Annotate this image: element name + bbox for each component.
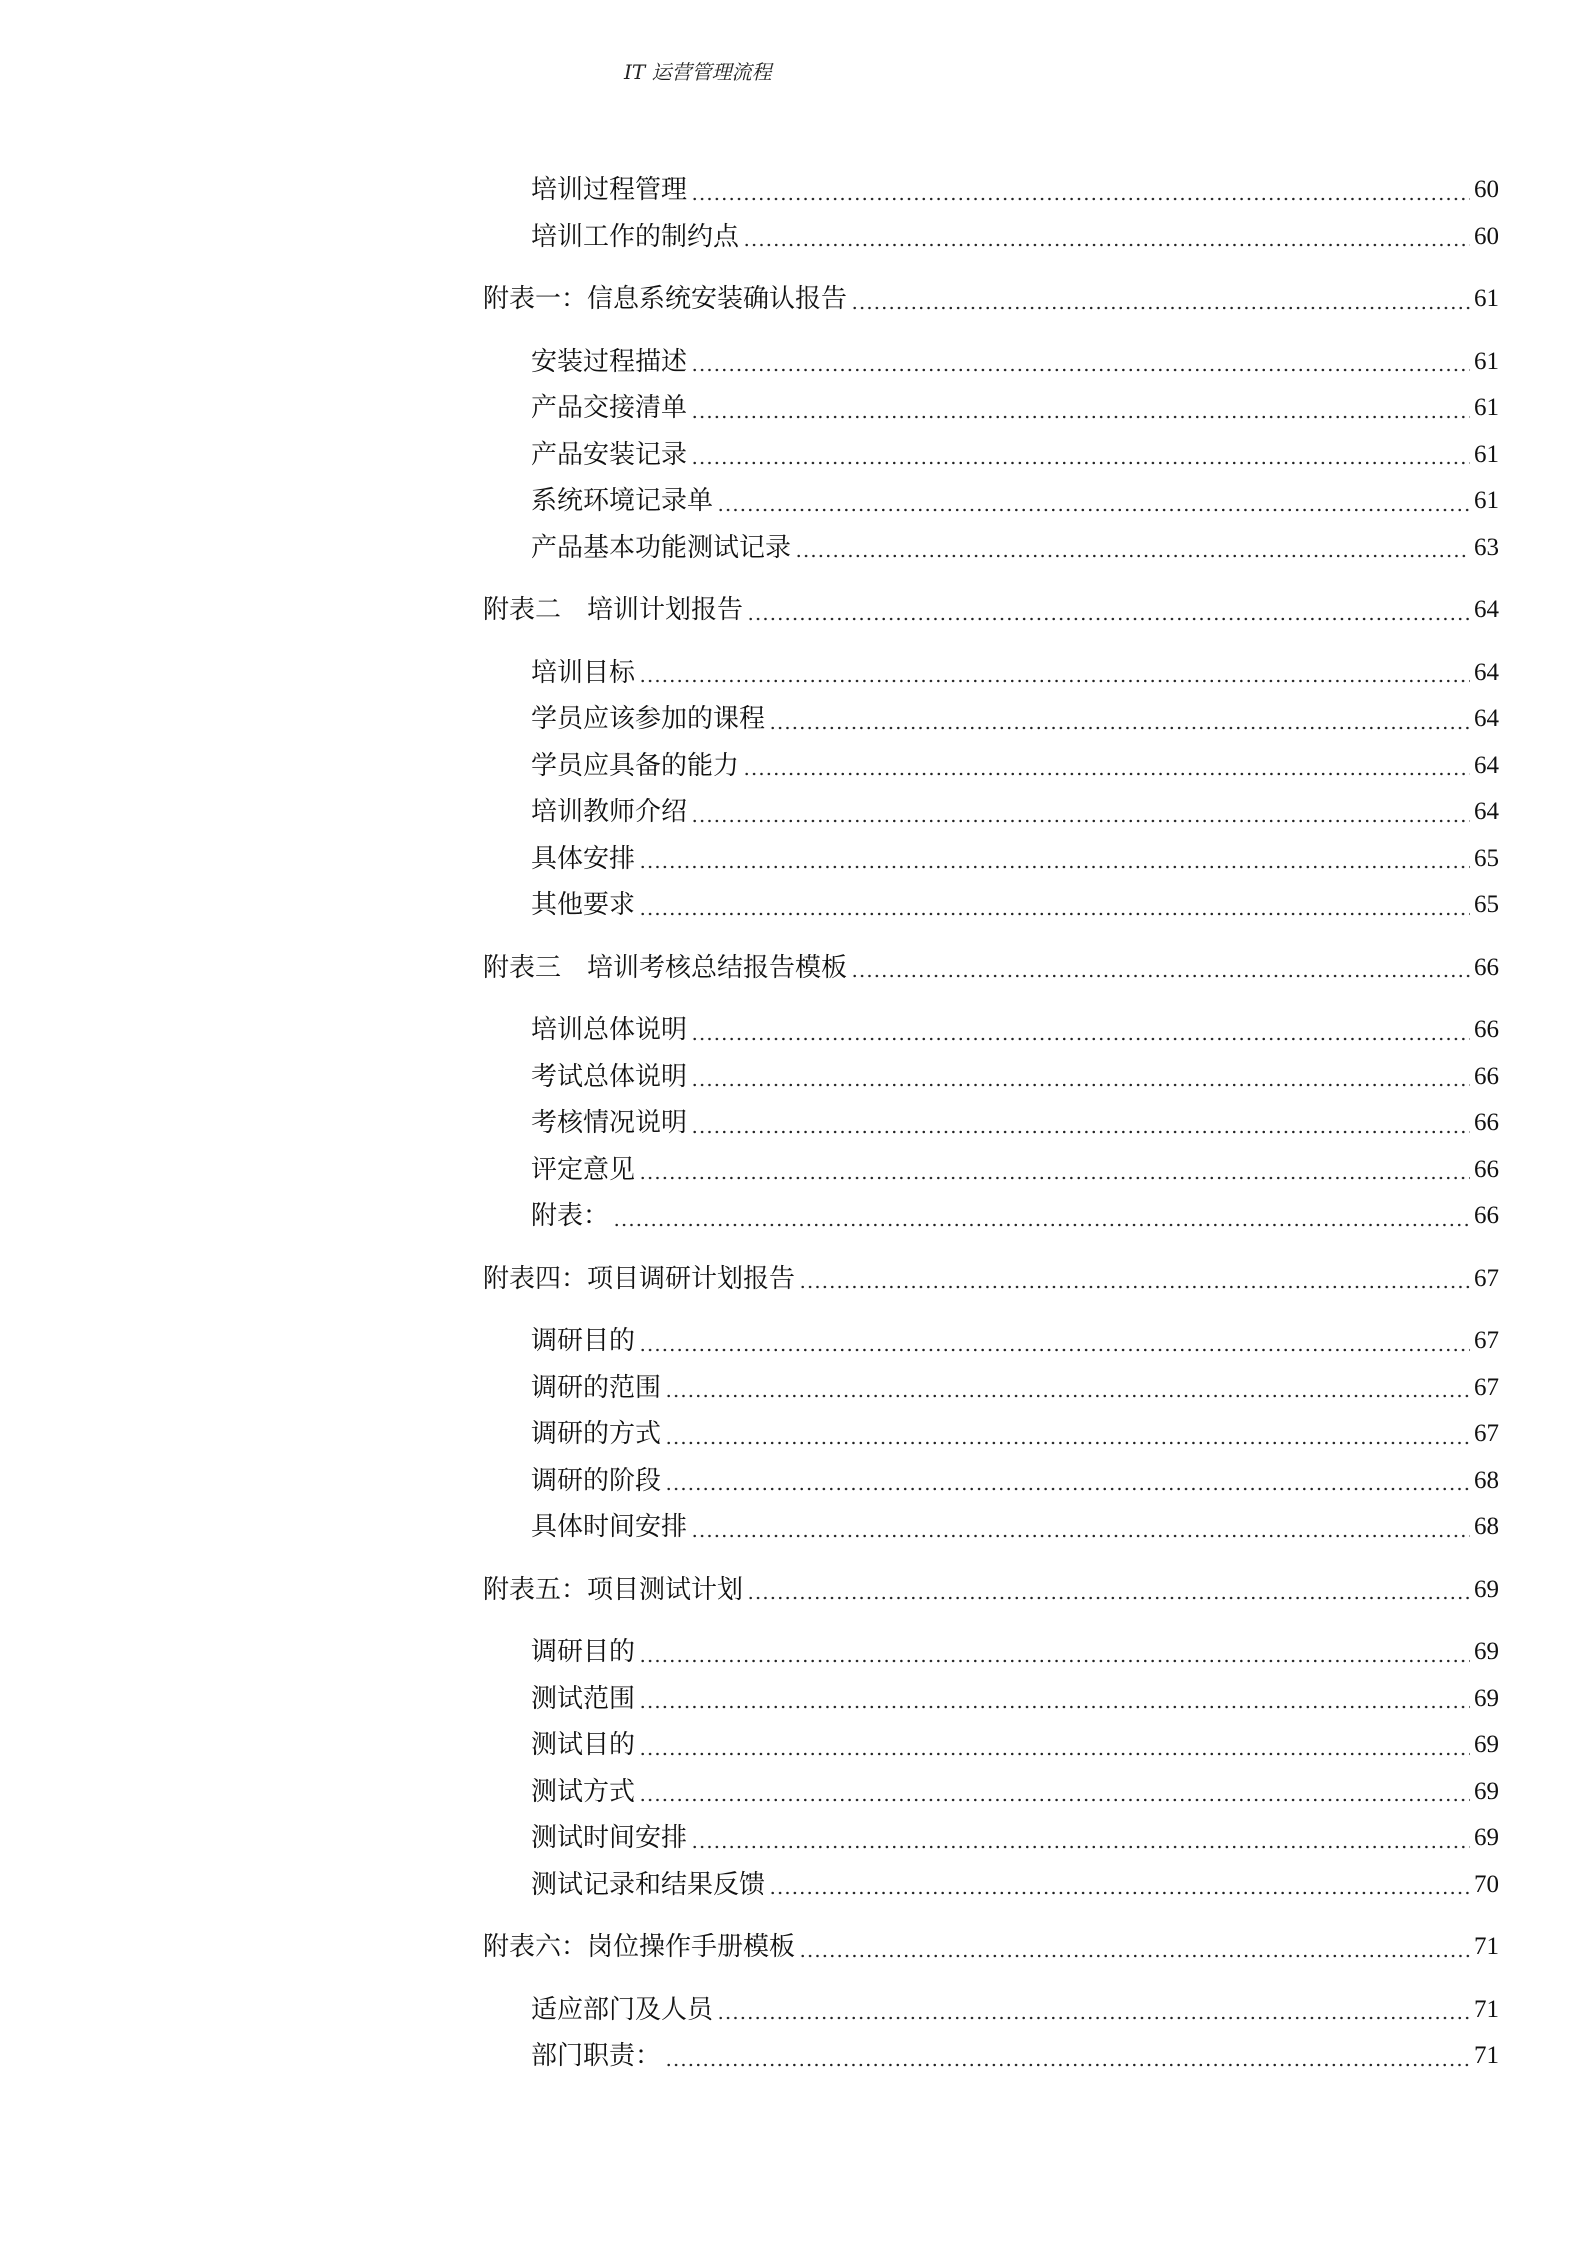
- toc-page-number: 61: [1474, 394, 1499, 421]
- toc-page-number: 66: [1474, 1155, 1499, 1183]
- dot-leader: [799, 1954, 1470, 1958]
- toc-page-number: 68: [1474, 1466, 1499, 1494]
- toc-page-number: 64: [1474, 705, 1499, 732]
- toc-entry[interactable]: [0, 339, 1587, 386]
- toc-entry[interactable]: [0, 1007, 1587, 1054]
- dot-leader: [639, 1348, 1470, 1352]
- toc-entry-title: 调研的方式: [531, 1419, 662, 1449]
- dot-leader: [691, 1845, 1470, 1849]
- dot-leader: [639, 912, 1470, 916]
- toc-entry[interactable]: [0, 1722, 1587, 1769]
- toc-entry[interactable]: [0, 1987, 1587, 2034]
- toc-page-number: 69: [1474, 1731, 1499, 1758]
- toc-entry[interactable]: [0, 167, 1587, 214]
- toc-page-number: 63: [1474, 533, 1499, 561]
- toc-section-entry[interactable]: [0, 1256, 1587, 1303]
- toc-entry-title: 测试目的: [531, 1730, 636, 1760]
- toc-page-number: 69: [1474, 1777, 1499, 1805]
- dot-leader: [691, 1037, 1470, 1041]
- dot-leader: [769, 726, 1470, 730]
- dot-leader: [639, 1705, 1470, 1709]
- toc-page-number: 66: [1474, 1016, 1499, 1043]
- toc-page-number: 69: [1474, 1638, 1499, 1665]
- dot-leader: [691, 1083, 1470, 1087]
- toc-entry-title: 培训教师介绍: [531, 797, 688, 827]
- dot-leader: [691, 197, 1470, 201]
- toc-entry-title: 具体安排: [531, 843, 636, 874]
- toc-entry-title: 产品安装记录: [531, 439, 688, 470]
- dot-leader: [639, 1798, 1470, 1802]
- toc-section-entry[interactable]: [0, 276, 1587, 323]
- toc-entry-title: 考核情况说明: [531, 1108, 688, 1138]
- toc-entry[interactable]: [0, 743, 1587, 790]
- dot-leader: [639, 865, 1470, 869]
- toc-entry-title: 附表五：项目测试计划: [483, 1574, 744, 1605]
- dot-leader: [743, 772, 1470, 776]
- toc-entry[interactable]: [0, 882, 1587, 929]
- dot-leader: [639, 1176, 1470, 1180]
- dot-leader: [717, 508, 1470, 512]
- dot-leader: [799, 1285, 1470, 1289]
- toc-entry-title: 培训总体说明: [531, 1015, 688, 1045]
- toc-entry[interactable]: [0, 1147, 1587, 1194]
- dot-leader: [717, 2016, 1470, 2020]
- toc-page-number: 65: [1474, 844, 1499, 872]
- toc-page-number: 60: [1474, 222, 1499, 250]
- toc-page-number: 69: [1474, 1575, 1499, 1603]
- toc-entry-title: 调研的范围: [531, 1372, 662, 1403]
- toc-entry-title: 具体时间安排: [531, 1512, 688, 1542]
- toc-entry-title: 调研目的: [531, 1326, 636, 1356]
- toc-page-number: 61: [1474, 347, 1499, 375]
- toc-entry-title: 附表三 培训考核总结报告模板: [483, 952, 848, 983]
- toc-page-number: 69: [1474, 1684, 1499, 1712]
- dot-leader: [691, 461, 1470, 465]
- toc-entry-title: 培训过程管理: [531, 175, 688, 205]
- dot-leader: [639, 1752, 1470, 1756]
- toc-entry-title: 评定意见: [531, 1154, 636, 1185]
- toc-page-number: 61: [1474, 440, 1499, 468]
- toc-entry-title: 部门职责：: [531, 2041, 662, 2071]
- toc-entry[interactable]: [0, 1318, 1587, 1365]
- toc-entry-title: 其他要求: [531, 890, 636, 920]
- toc-entry[interactable]: [0, 525, 1587, 572]
- dot-leader: [665, 1394, 1470, 1398]
- toc-page-number: 66: [1474, 1109, 1499, 1136]
- toc-page-number: 67: [1474, 1373, 1499, 1401]
- dot-leader: [795, 554, 1470, 558]
- dot-leader: [691, 415, 1470, 419]
- dot-leader: [691, 1130, 1470, 1134]
- page-header: IT 运营管理流程: [624, 60, 772, 84]
- dot-leader: [665, 1487, 1470, 1491]
- toc-entry[interactable]: [0, 478, 1587, 525]
- toc-entry[interactable]: [0, 1504, 1587, 1551]
- toc-section-entry[interactable]: [0, 1567, 1587, 1614]
- toc-page-number: 65: [1474, 891, 1499, 918]
- toc-entry-title: 学员应具备的能力: [531, 750, 740, 781]
- toc-entry-title: 测试记录和结果反馈: [531, 1869, 766, 1900]
- dot-leader: [851, 306, 1470, 310]
- toc-entry-title: 附表二 培训计划报告: [483, 595, 744, 625]
- toc-entry-title: 考试总体说明: [531, 1061, 688, 1092]
- toc-page-number: 71: [1474, 1995, 1499, 2023]
- table-of-contents: [0, 167, 1587, 2080]
- toc-entry-title: 适应部门及人员: [531, 1994, 714, 2025]
- toc-page-number: 61: [1474, 487, 1499, 514]
- toc-page-number: 66: [1474, 1062, 1499, 1090]
- toc-page-number: 64: [1474, 751, 1499, 779]
- toc-page-number: 61: [1474, 285, 1499, 312]
- toc-entry-title: 测试范围: [531, 1683, 636, 1714]
- toc-entry-title: 产品基本功能测试记录: [531, 532, 792, 563]
- dot-leader: [747, 1596, 1470, 1600]
- toc-entry[interactable]: [0, 385, 1587, 432]
- toc-entry-title: 附表一：信息系统安装确认报告: [483, 284, 848, 314]
- toc-entry-title: 测试方式: [531, 1776, 636, 1807]
- toc-page-number: 64: [1474, 596, 1499, 623]
- toc-entry-title: 培训目标: [531, 657, 636, 688]
- toc-entry-title: 学员应该参加的课程: [531, 704, 766, 734]
- dot-leader: [851, 974, 1470, 978]
- toc-section-entry[interactable]: [0, 587, 1587, 634]
- toc-page-number: 71: [1474, 2042, 1499, 2069]
- dot-leader: [691, 1534, 1470, 1538]
- dot-leader: [691, 368, 1470, 372]
- dot-leader: [613, 1223, 1470, 1227]
- dot-leader: [639, 679, 1470, 683]
- toc-section-entry[interactable]: [0, 945, 1587, 992]
- toc-entry[interactable]: [0, 1458, 1587, 1505]
- toc-entry[interactable]: [0, 1365, 1587, 1412]
- toc-page-number: 67: [1474, 1420, 1499, 1447]
- toc-page-number: 66: [1474, 953, 1499, 981]
- toc-entry-title: 附表四：项目调研计划报告: [483, 1263, 796, 1294]
- toc-section-entry[interactable]: [0, 1924, 1587, 1971]
- dot-leader: [769, 1891, 1470, 1895]
- toc-page-number: 71: [1474, 1933, 1499, 1960]
- toc-entry[interactable]: [0, 1676, 1587, 1723]
- toc-entry[interactable]: [0, 214, 1587, 261]
- toc-page-number: 67: [1474, 1327, 1499, 1354]
- toc-page-number: 60: [1474, 176, 1499, 203]
- toc-entry[interactable]: [0, 696, 1587, 743]
- toc-entry[interactable]: [0, 1054, 1587, 1101]
- toc-entry-title: 培训工作的制约点: [531, 221, 740, 252]
- toc-entry[interactable]: [0, 1193, 1587, 1240]
- toc-entry[interactable]: [0, 1769, 1587, 1816]
- toc-page-number: 69: [1474, 1824, 1499, 1851]
- toc-page-number: 64: [1474, 798, 1499, 825]
- toc-page-number: 67: [1474, 1264, 1499, 1292]
- dot-leader: [747, 617, 1470, 621]
- dot-leader: [743, 243, 1470, 247]
- toc-entry[interactable]: [0, 1815, 1587, 1862]
- toc-entry[interactable]: [0, 789, 1587, 836]
- toc-entry[interactable]: [0, 1411, 1587, 1458]
- toc-page-number: 70: [1474, 1870, 1499, 1898]
- toc-entry[interactable]: [0, 650, 1587, 697]
- toc-page-number: 66: [1474, 1202, 1499, 1229]
- toc-entry-title: 产品交接清单: [531, 393, 688, 423]
- toc-page-number: 64: [1474, 658, 1499, 686]
- toc-entry[interactable]: [0, 432, 1587, 479]
- toc-entry[interactable]: [0, 1100, 1587, 1147]
- toc-entry[interactable]: [0, 1862, 1587, 1909]
- toc-entry-title: 调研的阶段: [531, 1465, 662, 1496]
- toc-entry-title: 测试时间安排: [531, 1823, 688, 1853]
- dot-leader: [639, 1659, 1470, 1663]
- dot-leader: [691, 819, 1470, 823]
- toc-entry-title: 附表六：岗位操作手册模板: [483, 1932, 796, 1962]
- toc-entry-title: 安装过程描述: [531, 346, 688, 377]
- toc-entry[interactable]: [0, 2033, 1587, 2080]
- toc-entry[interactable]: [0, 836, 1587, 883]
- toc-entry-title: 调研目的: [531, 1637, 636, 1667]
- toc-page-number: 68: [1474, 1513, 1499, 1540]
- toc-entry-title: 附表：: [531, 1201, 610, 1231]
- dot-leader: [665, 2063, 1470, 2067]
- toc-entry[interactable]: [0, 1629, 1587, 1676]
- dot-leader: [665, 1441, 1470, 1445]
- toc-entry-title: 系统环境记录单: [531, 486, 714, 516]
